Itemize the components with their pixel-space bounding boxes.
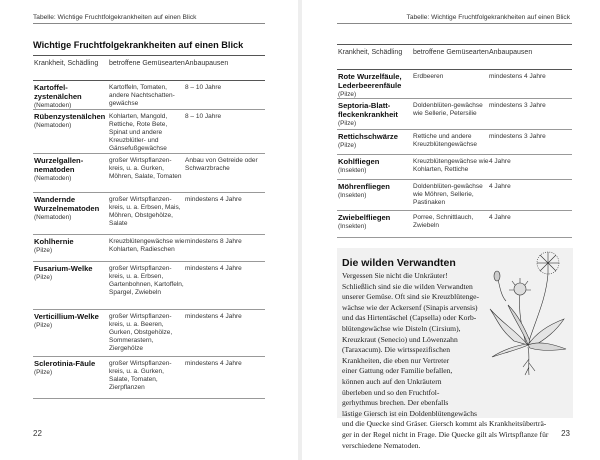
disease-name: Rote Wurzelfäule, Lederbeerenfäule: [338, 72, 402, 90]
affected-crops: Porree, Schnittlauch, Zwiebeln: [413, 214, 474, 229]
disease-type: (Pilze): [34, 321, 53, 329]
body-line: Vergessen Sie nicht die Unkräuter!: [342, 271, 448, 280]
disease-name: Kartoffel-zystenälchen: [34, 83, 82, 101]
table-header-left: [33, 56, 265, 81]
affected-crops: Kreuzblütengewächse wie Kohlarten, Radieschen: [109, 238, 185, 253]
column-header-disease: Krankheit, Schädling: [338, 49, 403, 56]
disease-type: (Nematoden): [34, 101, 72, 109]
disease-name: Wurzelgallen-nematoden: [34, 156, 84, 174]
column-header-crops: betroffene Gemüsearten: [413, 49, 489, 56]
body-line: (Taraxacum). Die wirtsspezifischen: [342, 345, 451, 355]
table-row: [33, 154, 265, 193]
table-row: [337, 180, 572, 211]
header-rule-left: [33, 23, 265, 24]
body-line: und das Hirtentäschel (Capsella) oder Korb-: [342, 313, 477, 323]
table-row: [33, 81, 265, 110]
right-page: [302, 0, 600, 460]
table-row: [33, 235, 265, 262]
table-row: [33, 110, 265, 154]
affected-crops: Rettiche und andere Kreuzblütengewächse: [413, 133, 477, 148]
table-row: [337, 70, 572, 99]
column-header-crops: betroffene Gemüsearten: [109, 60, 185, 67]
box-body-text: [342, 271, 570, 451]
body-line: Schließlich sind sie die wilden Verwandten: [342, 281, 473, 291]
page-number-right: 23: [561, 429, 570, 438]
table-row: [33, 310, 265, 357]
disease-name: Sclerotinia-Fäule: [34, 359, 96, 368]
body-line: und die Quecke sind Gräser. Giersch kommt als Krankheitsüberträ-: [342, 419, 547, 429]
body-line: Krankheiten, die eben nur Vertreter: [342, 355, 450, 365]
disease-name: Rettichschwärze: [338, 132, 398, 141]
affected-crops: großer Wirtspflanzen-kreis, u. a. Erbsen, Gartenbohnen, Kartoffeln, Spargel, Zwiebeln: [109, 265, 184, 296]
body-line: überleben und so den Fruchtfol-: [342, 387, 440, 397]
disease-name: Wandernde Wurzelnematoden: [34, 195, 100, 213]
table-row: [33, 262, 265, 310]
table-title: Wichtige Fruchtfolgekrankheiten auf einen Blick: [33, 40, 244, 50]
body-line: ger in der Regel nicht in Frage. Die Quecke gilt als Wirtspflanze für: [342, 429, 549, 439]
affected-crops: großer Wirtspflanzen-kreis, u. a. Erbsen, Mais, Möhren, Obstgehölze, Salate: [109, 196, 181, 227]
table-row: [33, 193, 265, 235]
disease-name: Septoria-Blatt-fleckenkrankheit: [338, 101, 398, 119]
disease-table-left: [33, 55, 265, 399]
running-head-right: Tabelle: Wichtige Fruchtfolgekrankheiten auf einen Blick: [406, 14, 570, 21]
disease-type: (Nematoden): [34, 213, 72, 221]
rotation-pause: mindestens 8 Jahre: [185, 238, 242, 245]
body-line: können auch auf den Unkräutern: [342, 376, 442, 386]
table-row: [33, 357, 265, 399]
rotation-pause: 4 Jahre: [489, 158, 511, 165]
column-header-disease: Krankheit, Schädling: [34, 60, 99, 67]
body-line: gerhythmus brechen. Der ebenfalls: [342, 398, 449, 408]
disease-name: Kohlfliegen: [338, 157, 380, 166]
disease-name: Zwiebelfliegen: [338, 213, 391, 222]
rotation-pause: 4 Jahre: [489, 183, 511, 190]
page-number-left: 22: [33, 429, 42, 438]
running-head-left: Tabelle: Wichtige Fruchtfolgekrankheiten auf einen Blick: [33, 14, 197, 21]
disease-name: Fusarium-Welke: [34, 264, 93, 273]
affected-crops: großer Wirtspflanzen-kreis, u. a. Beeren, Gurken, Obstgehölze, Sommerastern, Ziergehölze: [109, 313, 173, 352]
column-header-pause: Anbaupausen: [185, 60, 229, 67]
rotation-pause: 4 Jahre: [489, 214, 511, 221]
disease-table-right: [337, 44, 572, 238]
body-line: einer Gattung oder Familie befallen,: [342, 366, 453, 376]
left-page: [0, 0, 298, 460]
disease-type: (Insekten): [338, 166, 367, 174]
affected-crops: Kreuzblütengewächse wie Kohlarten, Rettiche: [413, 158, 489, 173]
body-line: blütengewächse wie Disteln (Cirsium),: [342, 323, 461, 333]
column-header-pause: Anbaupausen: [489, 49, 533, 56]
rotation-pause: mindestens 4 Jahre: [489, 73, 546, 80]
rotation-pause: 8 – 10 Jahre: [185, 113, 222, 120]
rotation-pause: mindestens 4 Jahre: [185, 360, 242, 367]
body-line: verschiedene Nematoden.: [342, 440, 421, 450]
rotation-pause: Anbau von Getreide oder Schwarzbrache: [185, 157, 258, 172]
disease-name: Rübenzystenälchen: [34, 112, 106, 121]
disease-type: (Insekten): [338, 191, 367, 199]
disease-type: (Pilze): [338, 90, 357, 98]
disease-type: (Pilze): [34, 273, 53, 281]
affected-crops: großer Wirtspflanzen-kreis, u. a. Gurken, Salate, Tomaten, Zierpflanzen: [109, 360, 172, 391]
affected-crops: großer Wirtspflanzen-kreis, u. a. Gurken, Möhren, Salate, Tomaten: [109, 157, 182, 180]
rotation-pause: 8 – 10 Jahre: [185, 84, 222, 91]
disease-name: Verticillium-Welke: [34, 312, 99, 321]
disease-type: (Pilze): [34, 246, 53, 254]
disease-name: Kohlhernie: [34, 237, 74, 246]
table-row: [337, 99, 572, 130]
table-row: [337, 130, 572, 155]
affected-crops: Kohlarten, Mangold, Rettiche, Rote Bete, Spinat und andere Kreuzblütler- und Gänsefußgewächse: [109, 113, 168, 152]
box-title: Die wilden Verwandten: [342, 257, 456, 269]
body-line: lästige Giersch ist ein Doldenblütengewächs: [342, 408, 477, 418]
header-rule-right: [337, 23, 572, 24]
disease-type: (Nematoden): [34, 121, 72, 129]
table-row: [337, 155, 572, 180]
affected-crops: Doldenblüten-gewächse wie Sellerie, Petersilie: [413, 102, 483, 117]
rotation-pause: mindestens 4 Jahre: [185, 313, 242, 320]
table-row: [337, 211, 572, 238]
disease-type: (Pilze): [338, 119, 357, 127]
disease-type: (Pilze): [34, 368, 53, 376]
disease-type: (Pilze): [338, 141, 357, 149]
body-line: Kreuzkraut (Senecio) und Löwenzahn: [342, 334, 458, 344]
body-line: wächse wie der Ackersenf (Sinapis arvensis): [342, 302, 478, 312]
affected-crops: Doldenblüten-gewächse wie Möhren, Sellerie, Pastinaken: [413, 183, 483, 206]
rotation-pause: mindestens 3 Jahre: [489, 102, 546, 109]
rotation-pause: mindestens 3 Jahre: [489, 133, 546, 140]
disease-name: Möhrenfliegen: [338, 182, 390, 191]
rotation-pause: mindestens 4 Jahre: [185, 265, 242, 272]
affected-crops: Kartoffeln, Tomaten, andere Nachtschatten-gewächse: [109, 84, 175, 107]
rotation-pause: mindestens 4 Jahre: [185, 196, 242, 203]
disease-type: (Nematoden): [34, 174, 72, 182]
affected-crops: Erdbeeren: [413, 73, 444, 80]
body-line: unserer Gemüse. Oft sind sie Kreuzblütenge-: [342, 292, 480, 302]
disease-type: (Insekten): [338, 222, 367, 230]
table-header-right: [337, 45, 572, 70]
